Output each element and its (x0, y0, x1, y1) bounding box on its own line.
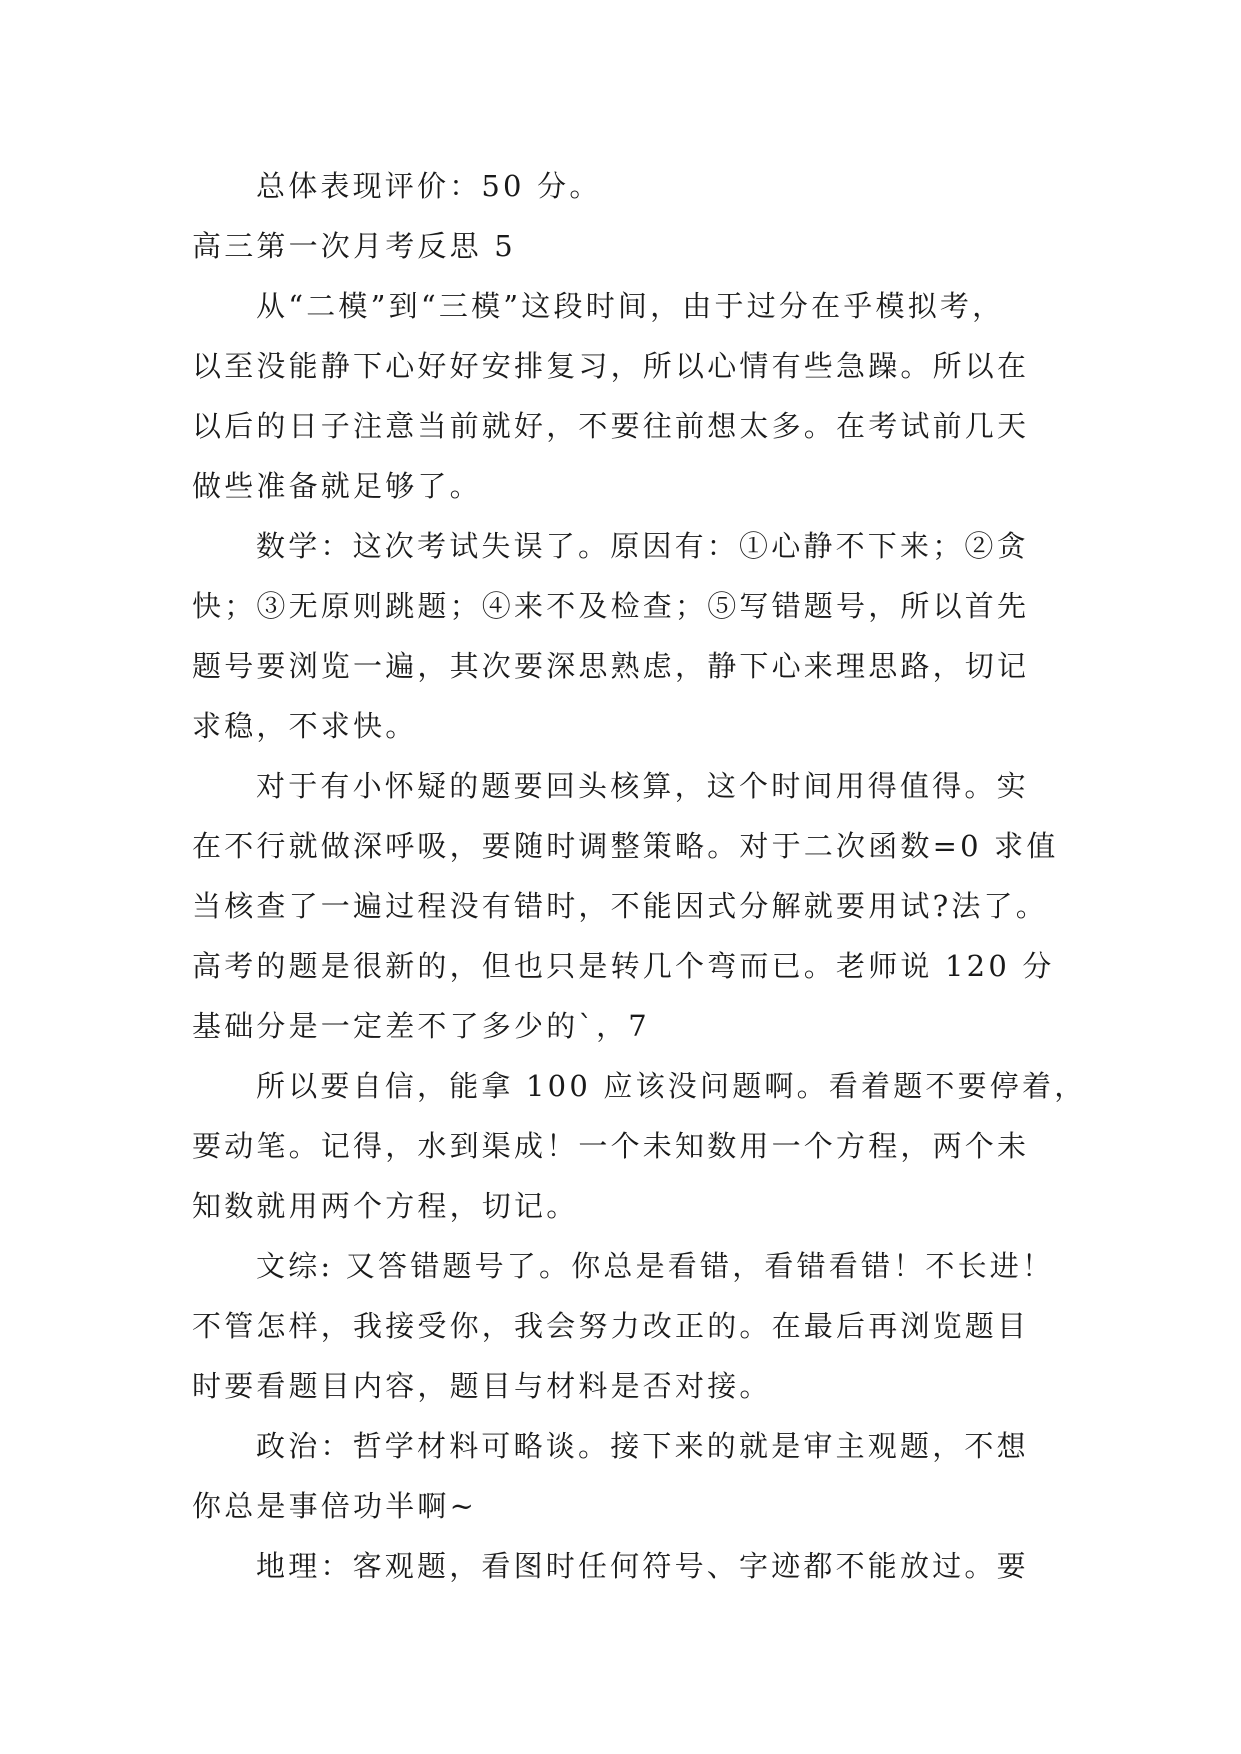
math-paragraph-line: 快；③无原则跳题；④来不及检查；⑤写错题号，所以首先 (192, 589, 1030, 623)
liberal-arts-paragraph-line: 文综: 又答错题号了。你总是看错，看错看错！不长进！ (256, 1249, 1055, 1283)
paragraph-line: 所以要自信，能拿 100 应该没问题啊。看着题不要停着， (256, 1069, 1087, 1103)
math-paragraph-line: 题号要浏览一遍，其次要深思熟虑，静下心来理思路，切记 (192, 649, 1030, 683)
liberal-arts-paragraph-line: 不管怎样，我接受你，我会努力改正的。在最后再浏览题目 (192, 1309, 1030, 1343)
math-paragraph-line: 数学：这次考试失误了。原因有：①心静不下来；②贪 (256, 529, 1029, 563)
geography-paragraph-line: 地理：客观题，看图时任何符号、字迹都不能放过。要 (256, 1549, 1029, 1583)
paragraph-line: 对于有小怀疑的题要回头核算，这个时间用得值得。实 (256, 769, 1029, 803)
paragraph-line: 要动笔。记得，水到渠成！一个未知数用一个方程，两个未 (192, 1129, 1030, 1163)
summary-score-line: 总体表现评价：50 分。 (256, 169, 602, 203)
paragraph-line: 基础分是一定差不了多少的`，7 (192, 1009, 650, 1043)
section-heading: 高三第一次月考反思 5 (192, 229, 516, 263)
paragraph-line: 知数就用两个方程，切记。 (192, 1189, 579, 1223)
paragraph-line: 在不行就做深呼吸，要随时调整策略。对于二次函数=0 求值 (192, 829, 1059, 863)
politics-paragraph-line: 你总是事倍功半啊~ (192, 1489, 478, 1523)
paragraph-line: 从“二模”到“三模”这段时间，由于过分在乎模拟考， (256, 289, 1005, 323)
paragraph-line: 做些准备就足够了。 (192, 469, 482, 503)
paragraph-line: 以至没能静下心好好安排复习，所以心情有些急躁。所以在 (192, 349, 1030, 383)
paragraph-line: 以后的日子注意当前就好，不要往前想太多。在考试前几天 (192, 409, 1030, 443)
math-paragraph-line: 求稳，不求快。 (192, 709, 418, 743)
politics-paragraph-line: 政治：哲学材料可略谈。接下来的就是审主观题，不想 (256, 1429, 1029, 1463)
paragraph-line: 高考的题是很新的，但也只是转几个弯而已。老师说 120 分 (192, 949, 1055, 983)
liberal-arts-paragraph-line: 时要看题目内容，题目与材料是否对接。 (192, 1369, 772, 1403)
paragraph-line: 当核查了一遍过程没有错时，不能因式分解就要用试?法了。 (192, 889, 1048, 923)
